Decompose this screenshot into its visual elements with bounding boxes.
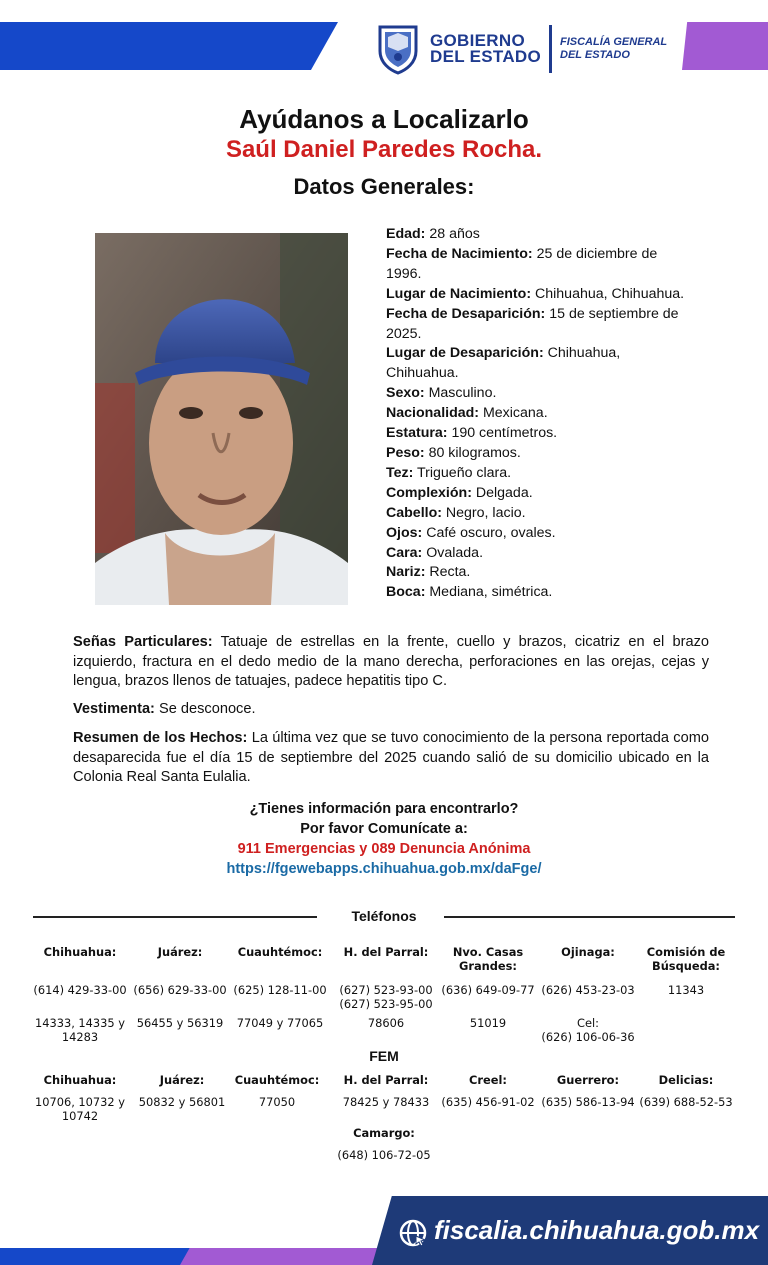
general-data-label: Lugar de Desaparición: xyxy=(386,345,544,362)
fem-value: (639) 688-52-53 xyxy=(639,1095,733,1109)
fem-column-header: Juárez: xyxy=(159,1073,205,1087)
gov-line-2: DEL ESTADO xyxy=(430,47,541,66)
general-data-value: 190 centímetros. xyxy=(447,425,558,442)
senas-label: Señas Particulares: xyxy=(73,634,213,650)
fem-value: (635) 456-91-02 xyxy=(441,1095,535,1109)
fem-camargo-header: Camargo: xyxy=(353,1126,415,1140)
general-data-label: Fecha de Desaparición: xyxy=(386,305,546,322)
fem-value: 50832 y 56801 xyxy=(138,1095,226,1109)
general-data-row xyxy=(386,504,696,524)
fem-column-header: H. del Parral: xyxy=(343,1073,429,1087)
general-data-label: Lugar de Nacimiento: xyxy=(386,285,532,302)
general-data-value: Mexicana. xyxy=(479,405,548,422)
general-data-value: Masculino. xyxy=(424,385,497,402)
gobierno-del-estado-text xyxy=(430,33,541,65)
phone-column-header: H. del Parral: xyxy=(343,945,429,959)
general-data-value: 80 kilogramos. xyxy=(424,444,521,461)
general-data-label: Ojos: xyxy=(386,524,423,541)
phone-number: (636) 649-09-77 xyxy=(441,983,535,997)
general-data-value: Café oscuro, ovales. xyxy=(422,524,556,541)
fem-value: 78425 y 78433 xyxy=(342,1095,430,1109)
general-data-value: Chihuahua, Chihuahua. xyxy=(531,285,685,302)
general-data-row xyxy=(386,544,696,564)
general-data-row xyxy=(386,225,696,245)
general-data-label: Complexión: xyxy=(386,484,472,501)
general-data-row xyxy=(386,404,696,424)
header-blue-band xyxy=(0,22,338,70)
general-data-label: Nacionalidad: xyxy=(386,405,480,422)
missing-person-photo xyxy=(95,233,348,605)
fem-title: FEM xyxy=(369,1048,399,1064)
general-data-row xyxy=(386,384,696,404)
fge-line-1: FISCALÍA GENERAL xyxy=(560,36,668,48)
vestimenta-text: Se desconoce. xyxy=(154,701,256,717)
vestimenta-label: Vestimenta: xyxy=(73,701,155,717)
general-data-value: Mediana, simétrica. xyxy=(425,584,553,601)
phone-number: (656) 629-33-00 xyxy=(133,983,227,997)
fge-line-2: DEL ESTADO xyxy=(560,49,630,61)
general-data-value: 15 de septiembre de 2025. xyxy=(386,305,679,342)
fem-value: 10706, 10732 y 10742 xyxy=(34,1095,126,1123)
general-data-row xyxy=(386,424,696,444)
government-logo xyxy=(376,22,667,76)
help-title: Ayúdanos a Localizarlo xyxy=(239,104,529,134)
phone-column-header: Comisión de Búsqueda: xyxy=(646,945,726,973)
general-data-label: Sexo: xyxy=(386,385,425,402)
general-data-label: Boca: xyxy=(386,584,426,601)
resumen-hechos xyxy=(73,729,709,788)
phone-extension: 77049 y 77065 xyxy=(236,1016,324,1030)
general-data-list xyxy=(386,225,696,603)
fem-value: 77050 xyxy=(258,1095,296,1109)
phone-column-header: Juárez: xyxy=(157,945,203,959)
general-data-value: 28 años xyxy=(425,226,480,242)
phone-extension: 14333, 14335 y 14283 xyxy=(34,1016,126,1044)
phone-column-header: Ojinaga: xyxy=(561,945,615,959)
general-data-label: Tez: xyxy=(386,464,414,481)
contact-please: Por favor Comunícate a: xyxy=(300,821,468,837)
general-data-row xyxy=(386,245,696,285)
phone-column-header: Nvo. Casas Grandes: xyxy=(452,945,524,973)
person-name: Saúl Daniel Paredes Rocha. xyxy=(225,136,543,163)
fiscalia-general-text xyxy=(560,36,667,62)
general-data-row xyxy=(386,563,696,583)
phone-number: (626) 453-23-03 xyxy=(541,983,635,997)
general-data-row xyxy=(386,285,696,305)
fem-camargo-value: (648) 106-72-05 xyxy=(337,1148,431,1162)
general-data-value: Delgada. xyxy=(471,484,533,501)
general-data-row xyxy=(386,305,696,345)
senas-particulares xyxy=(73,633,709,692)
general-data-value: Trigueño clara. xyxy=(413,464,512,481)
gov-line-1: GOBIERNO xyxy=(430,31,525,50)
general-data-row xyxy=(386,524,696,544)
senas-text: Tatuaje de estrellas en la frente, cuello y brazos, cicatriz en el brazo izquierdo, fractura en el dedo medio de la mano derecha, perforaciones en las orejas, cejas y lengua, brazos llenos de tatuajes, padece hepatitis tipo C. xyxy=(73,634,709,689)
phone-number: (625) 128-11-00 xyxy=(233,983,327,997)
general-data-value: 25 de diciembre de 1996. xyxy=(386,245,658,282)
general-data-label: Nariz: xyxy=(386,564,426,581)
fem-column-header: Guerrero: xyxy=(556,1073,620,1087)
general-data-row xyxy=(386,464,696,484)
phone-number: (614) 429-33-00 xyxy=(33,983,127,997)
general-data-row xyxy=(386,344,696,384)
logo-divider xyxy=(549,25,552,73)
phones-title: Teléfonos xyxy=(351,908,417,924)
general-data-row xyxy=(386,444,696,464)
general-data-row xyxy=(386,484,696,504)
fem-column-header: Creel: xyxy=(469,1073,507,1087)
fem-column-header: Cuauhtémoc: xyxy=(234,1073,320,1087)
fem-column-header: Delicias: xyxy=(658,1073,714,1087)
phone-column-header: Chihuahua: xyxy=(43,945,117,959)
fem-column-header: Chihuahua: xyxy=(43,1073,117,1087)
emergency-numbers: 911 Emergencias y 089 Denuncia Anónima xyxy=(237,841,531,857)
globe-icon xyxy=(398,1218,428,1248)
resumen-label: Resumen de los Hechos: xyxy=(73,730,248,746)
fem-value: (635) 586-13-94 xyxy=(541,1095,635,1109)
footer-url[interactable]: fiscalia.chihuahua.gob.mx xyxy=(434,1215,760,1245)
phone-number: (627) 523-93-00 (627) 523-95-00 xyxy=(339,983,433,1011)
state-shield-icon xyxy=(376,23,420,75)
general-data-label: Fecha de Nacimiento: xyxy=(386,245,533,262)
general-data-value: Recta. xyxy=(425,564,471,581)
phone-column-header: Cuauhtémoc: xyxy=(237,945,323,959)
phone-number: 11343 xyxy=(667,983,705,997)
general-data-label: Cabello: xyxy=(386,504,442,521)
phone-extension: Cel: (626) 106-06-36 xyxy=(541,1016,635,1044)
general-data-value: Negro, lacio. xyxy=(441,504,526,521)
vestimenta xyxy=(73,700,709,720)
general-data-label: Estatura: xyxy=(386,425,448,442)
general-data-title: Datos Generales: xyxy=(293,174,475,199)
general-data-label: Peso: xyxy=(386,444,425,461)
header-purple-band xyxy=(682,22,768,70)
resumen-text: La última vez que se tuvo conocimiento de la persona reportada como desaparecida fue el día 15 de septiembre del 2025 cuando salió de su domicilio ubicado en la Colonia Real Santa Eulalia. xyxy=(73,730,709,785)
phone-extension: 51019 xyxy=(469,1016,507,1030)
general-data-row xyxy=(386,583,696,603)
report-url-link[interactable]: https://fgewebapps.chihuahua.gob.mx/daFge/ xyxy=(226,861,542,877)
general-data-label: Cara: xyxy=(386,544,423,561)
general-data-label: Edad: xyxy=(386,226,426,242)
contact-question: ¿Tienes información para encontrarlo? xyxy=(249,801,519,817)
phone-extension: 56455 y 56319 xyxy=(136,1016,224,1030)
phone-extension: 78606 xyxy=(367,1016,405,1030)
general-data-value: Chihuahua, Chihuahua. xyxy=(386,345,621,382)
general-data-value: Ovalada. xyxy=(422,544,484,561)
